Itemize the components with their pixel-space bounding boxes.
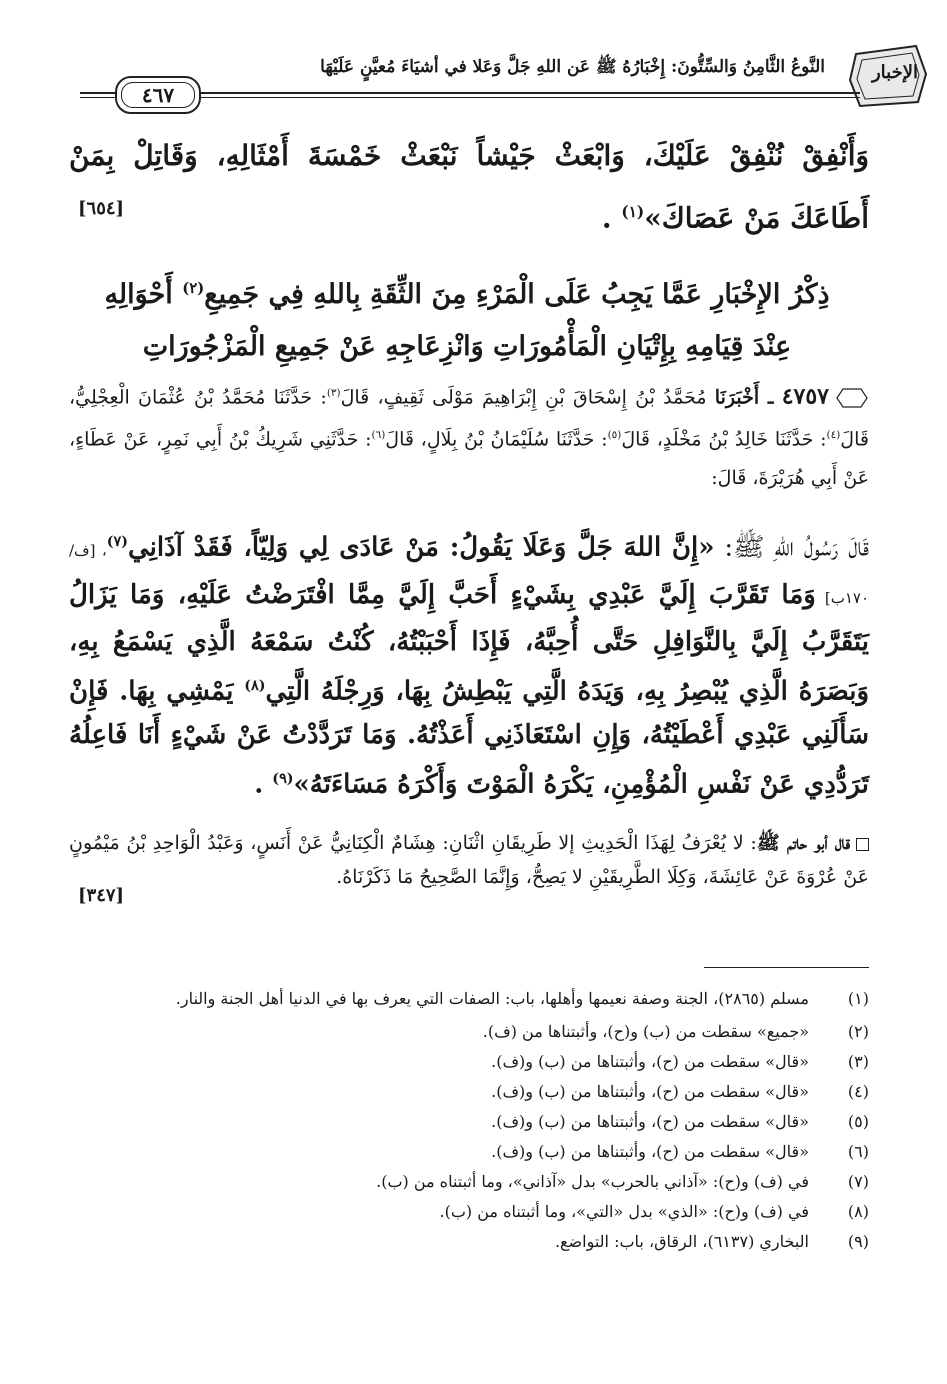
footnote-text: «قال» سقطت من (ح)، وأثبتناها من (ب) و(ف).: [491, 1052, 809, 1071]
continuation-end: .: [601, 201, 622, 235]
footnote-marker: (٤): [826, 429, 841, 442]
commentary-reference-number: [٣٤٧]: [78, 885, 125, 906]
footnote-number: (٨): [847, 1202, 869, 1221]
isnad-segment: : حَدَّثَنَا مُحَمَّدُ بْنُ عُثْمَانَ الْعِجْلِيُّ، قَالَ: [69, 386, 869, 451]
matn-segment: يَمْشِي بِهَا. فَإِنْ سَأَلَنِي عَبْدِي أَعْطَيْتُهُ، وَإِنِ اسْتَعَاذَنِي أَعَذْتُهُ. وَمَا تَرَدَّدْتُ عَنْ شَيْءٍ أَنَا فَاعِلُهُ تَرَدُّدِي عَنْ نَفْسِ الْمُؤْمِنِ، يَكْرَهُ الْمَوْتَ وَأَكْرَهُ مَسَاءَتَهُ»: [69, 676, 869, 800]
footnote-marker: (٥): [607, 429, 622, 442]
commentary-text: : لا يُعْرَفُ لِهَذَا الْحَدِيثِ إلا طَرِيقَانِ اثْنَانِ: هِشَامٌ الْكِنَانِيُّ عَنْ أَنَسٍ، وَعَبْدُ الْوَاحِدِ بْنُ مَيْمُونٍ عَنْ عُرْوَةَ عَنْ عَائِشَةَ، وَكِلَا الطَّرِيقَيْنِ لا يَصِحُّ، وَإِنَّمَا الصَّحِيحُ مَا ذَكَرْنَاهُ.: [69, 832, 869, 888]
footnote-number: (٦): [847, 1142, 869, 1161]
footnote-text: في (ف) و(ح): «آذاني بالحرب» بدل «آذاني»، وما أثبتناه من (ب).: [376, 1172, 809, 1191]
footnote-separator: [704, 967, 869, 968]
folio-marker: ، [ف/١٧٠ب]: [69, 541, 869, 607]
commentary-paragraph: [69, 826, 869, 894]
footnote-item: [69, 1138, 869, 1165]
isnad-paragraph: [69, 374, 869, 497]
hadith-text: [69, 520, 869, 807]
footnote-text: «قال» سقطت من (ح)، وأثبتناها من (ب) و(ف).: [491, 1112, 809, 1131]
isnad-segment: : حَدَّثَنِي شَرِيكُ بْنُ أَبِي نَمِرٍ، عَنْ عَطَاءٍ، عَنْ أَبِي هُرَيْرَةَ، قَالَ:: [69, 428, 869, 489]
footnote-text: «قال» سقطت من (ح)، وأثبتناها من (ب) و(ف).: [491, 1142, 809, 1161]
isnad-segment: مُحَمَّدُ بْنُ إِسْحَاقَ بْنِ إِبْرَاهِيمَ مَوْلَى ثَقِيفٍ، قَالَ: [340, 386, 715, 409]
footnote-item: [69, 1078, 869, 1105]
matn-intro: قَالَ رَسُولُ اللهِ ﷺ:: [714, 532, 869, 563]
footnote-number: (٣): [847, 1052, 869, 1071]
footnote-number: (٩): [847, 1232, 869, 1251]
running-header: [80, 40, 930, 110]
page-number: ٤٦٧: [115, 76, 201, 114]
footnotes-list: [69, 985, 869, 1258]
matn-segment: وَمَا تَقَرَّبَ إِلَيَّ عَبْدِي بِشَيْءٍ أَحَبَّ إِلَيَّ مِمَّا افْتَرَضْتُ عَلَيْهِ، وَمَا يَزَالُ يَتَقَرَّبُ إِلَيَّ بِالنَّوَافِلِ حَتَّى أُحِبَّهُ، فَإِذَا أَحْبَبْتُهُ، كُنْتُ سَمْعَهُ الَّذِي يَسْمَعُ بِهِ، وَبَصَرَهُ الَّذِي يُبْصِرُ بِهِ، وَيَدَهُ الَّتِي يَبْطِشُ بِهَا، وَرِجْلَهُ الَّتِي: [69, 579, 869, 707]
header-title: النَّوعُ الثَّامِنُ وَالسِّتُّونَ: إِخْبَارُهُ ﷺ عَن اللهِ جَلَّ وَعَلا في أشيَاءَ مُعيَّنٍ عَلَيْهَا: [320, 57, 825, 77]
section-title-part2: أَحْوَالِهِ عِنْدَ قِيَامِهِ بِإِتْيَانِ الْمَأْمُورَاتِ وَانْزِعَاجِهِ عَنْ جَمِيعِ الْمَزْجُورَاتِ: [104, 279, 792, 362]
footnote-number: (٥): [847, 1112, 869, 1131]
footnote-marker: (١): [621, 203, 645, 221]
footnote-text: «جميع» سقطت من (ب) و(ح)، وأثبتناها من (ف).: [482, 1022, 809, 1041]
matn-segment: «إِنَّ اللهَ جَلَّ وَعَلَا يَقُولُ: مَنْ عَادَى لِي وَلِيّاً، فَقَدْ آذَانِي: [127, 532, 715, 563]
isnad-segment: : حَدَّثَنَا سُلَيْمَانُ بْنُ بِلَالٍ، قَالَ: [385, 428, 608, 451]
footnote-item: [69, 1108, 869, 1135]
isnad-segment: : حَدَّثَنَا خَالِدُ بْنُ مَخْلَدٍ، قَالَ: [621, 428, 827, 451]
footnote-item: [69, 1198, 869, 1225]
footnote-number: (٧): [847, 1172, 869, 1191]
hadith-reference-number: [٦٥٤]: [78, 198, 125, 219]
section-title-part1: ذِكْرُ الإِخْبَارِ عَمَّا يَجِبُ عَلَى الْمَرْءِ مِنَ الثِّقَةِ بِاللهِ فِي جَمِيعِ: [204, 279, 830, 310]
square-bullet-icon: [856, 838, 869, 851]
footnote-text: البخاري (٦١٣٧)، الرقاق، باب: التواضع.: [554, 1232, 809, 1251]
footnote-number: (٤): [847, 1082, 869, 1101]
footnote-item: [69, 1228, 869, 1255]
footnote-item: [69, 1168, 869, 1195]
continuation-paragraph: [69, 128, 869, 246]
continuation-text: وَأَنْفِقْ نُنْفِقْ عَلَيْكَ، وَابْعَثْ جَيْشاً نَبْعَثْ خَمْسَةَ أَمْثَالِهِ، وَقَاتِلْ بِمَنْ أَطَاعَكَ مَنْ عَصَاكَ»: [69, 139, 869, 235]
akhbarana-label: ـ أَخْبَرَنَا: [714, 386, 774, 409]
footnote-number: (٢): [847, 1022, 869, 1041]
footnote-marker: (٦): [371, 429, 386, 442]
footnote-marker: (٩): [272, 771, 294, 788]
matn-end: .: [254, 769, 273, 800]
hadith-number: ٤٧٥٧: [781, 383, 829, 410]
footnote-marker: (٣): [326, 387, 341, 399]
footnote-marker: (٢): [182, 279, 205, 297]
footnote-text: مسلم (٢٨٦٥)، الجنة وصفة نعيمها وأهلها، باب: الصفات التي يعرف بها في الدنيا أهل الجنة والنار.: [175, 989, 809, 1008]
footnote-item: [69, 985, 869, 1013]
footnote-text: في (ف) و(ح): «الذي» بدل «التي»، وما أثبتناه من (ب).: [439, 1202, 809, 1221]
section-title: [97, 262, 837, 373]
footnote-text: «قال» سقطت من (ح)، وأثبتناها من (ب) و(ف).: [491, 1082, 809, 1101]
header-badge-label: الإخبار: [871, 62, 918, 83]
footnote-marker: (٧): [106, 534, 128, 550]
commentary-lead: قال أبو حاتم ﷺ: [756, 832, 850, 854]
footnote-item: [69, 1048, 869, 1075]
footnote-number: (١): [847, 989, 869, 1008]
hadith-marker-icon: [835, 387, 869, 409]
footnote-item: [69, 1018, 869, 1045]
footnote-marker: (٨): [244, 677, 266, 694]
